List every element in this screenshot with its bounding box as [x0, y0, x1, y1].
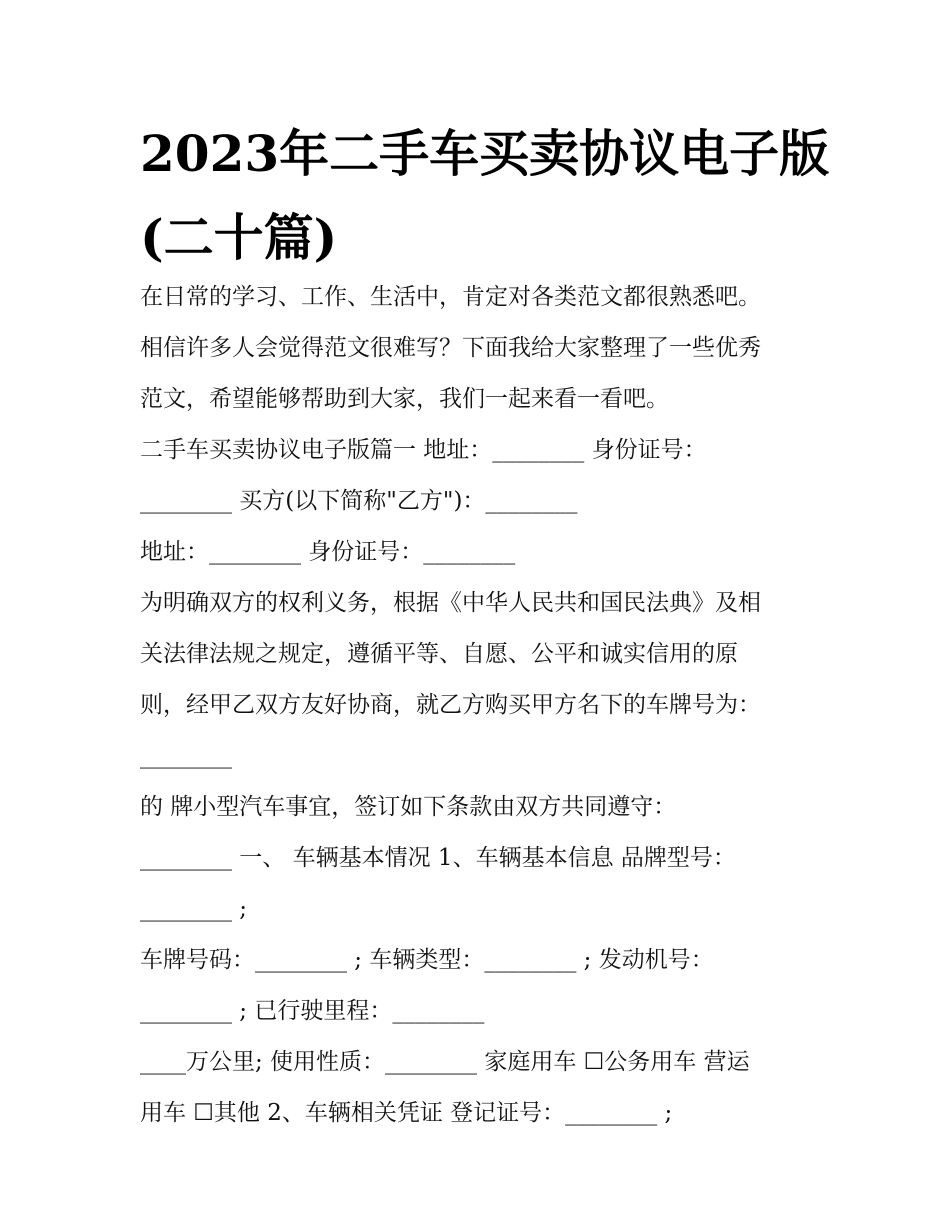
- buyer-line: ________ 买方(以下简称"乙方")：________: [140, 488, 578, 514]
- purpose-line-2: 关法律法规之规定，遵循平等、自愿、公平和诚实信用的原: [140, 641, 738, 667]
- intro-line-3: 范文，希望能够帮助到大家，我们一起来看一看吧。: [140, 386, 669, 412]
- vehicle-info-line-5: ____万公里; 使用性质：________ 家庭用车 ☐公务用车 营运: [140, 1049, 750, 1075]
- vehicle-info-line-2: ________ ;: [140, 896, 248, 922]
- vehicle-info-line-6: 用车 ☐其他 2、车辆相关凭证 登记证号：________ ;: [140, 1100, 673, 1126]
- vehicle-info-line-3: 车牌号码：________ ; 车辆类型：________ ; 发动机号：: [140, 947, 714, 973]
- title-line-2: (二十篇): [140, 208, 338, 267]
- seller-address-line: 二手车买卖协议电子版篇一 地址：________ 身份证号：: [140, 437, 707, 463]
- vehicle-info-line-1: ________ 一、 车辆基本情况 1、车辆基本信息 品牌型号：: [140, 845, 736, 871]
- title-line-1: 2023年二手车买卖协议电子版: [140, 124, 830, 183]
- intro-line-1: 在日常的学习、工作、生活中，肯定对各类范文都很熟悉吧。: [140, 284, 761, 310]
- intro-line-2: 相信许多人会觉得范文很难写？下面我给大家整理了一些优秀: [140, 335, 761, 361]
- buyer-address-line: 地址：________ 身份证号：________: [140, 539, 516, 565]
- vehicle-info-line-4: ________ ; 已行驶里程：________: [140, 998, 485, 1024]
- purpose-line-1: 为明确双方的权利义务，根据《中华人民共和国民法典》及相: [140, 590, 761, 616]
- plate-blank-line: ________: [140, 743, 232, 769]
- document-title: [140, 112, 840, 280]
- purpose-line-3: 则，经甲乙双方友好协商，就乙方购买甲方名下的车牌号为：: [140, 692, 761, 718]
- document-body: [140, 272, 830, 1139]
- purpose-line-4: 的 牌小型汽车事宜，签订如下条款由双方共同遵守：: [140, 794, 677, 820]
